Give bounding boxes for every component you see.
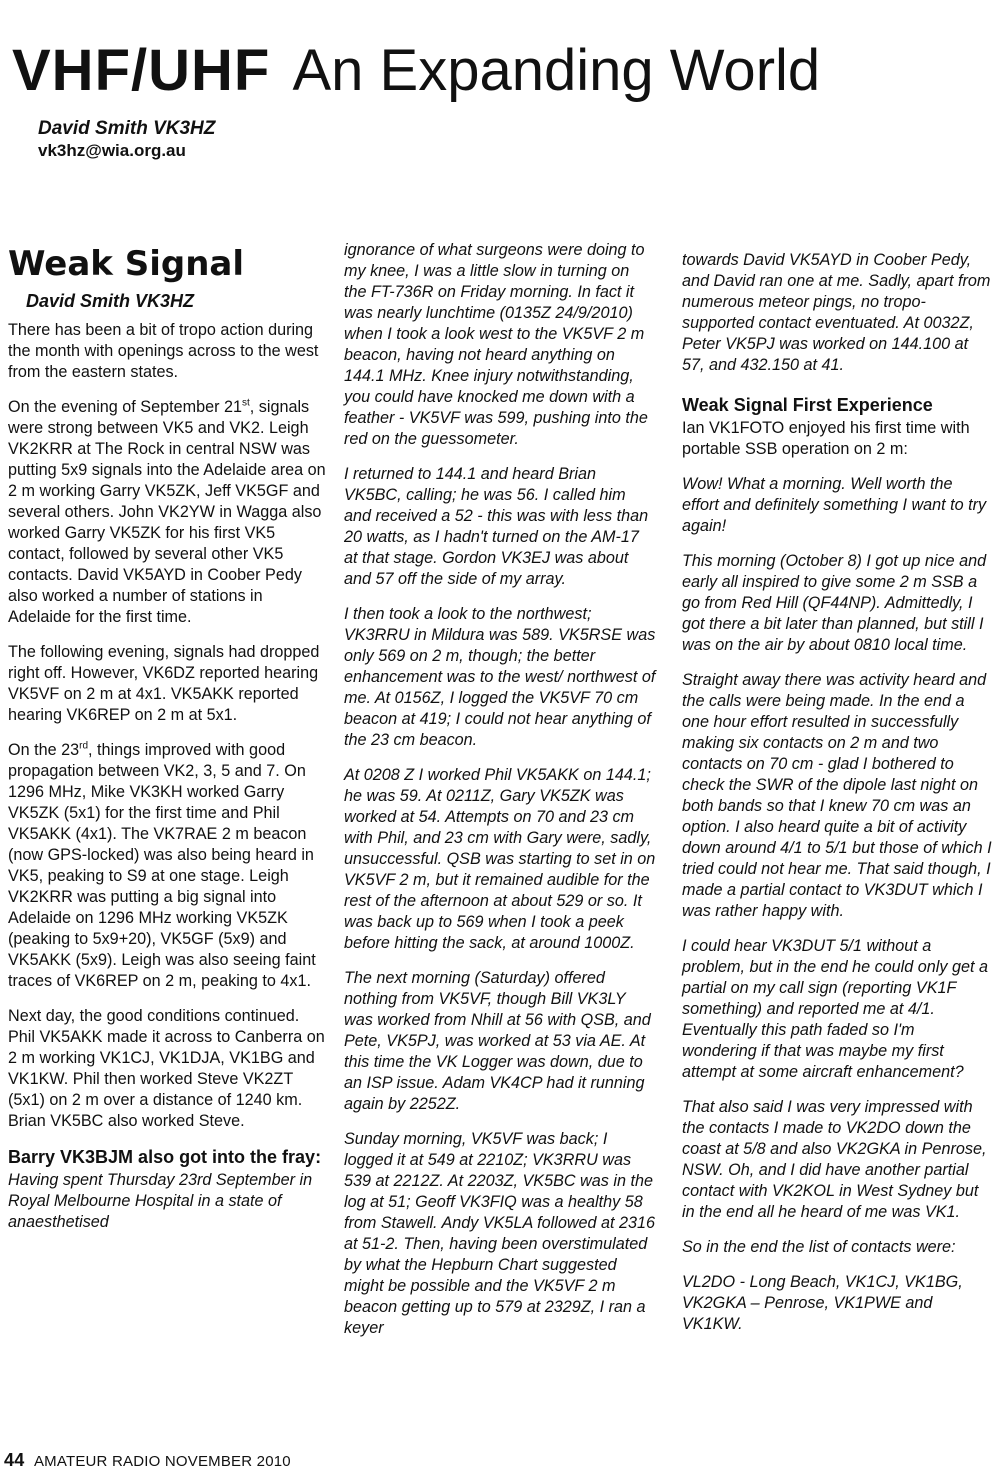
- paragraph-text: , signals were strong between VK5 and VK2. Leigh VK2KRR at The Rock in central NSW was putting 5x9 signals into the Adelaide area on 2 m working Garry VK5ZK, Jeff VK5GF and several others. John VK2YW in Wagga also worked Garry VK5ZK for his first VK5 contact, followed by several other VK5 contacts. David VK5AYD in Coober Pedy also worked a number of stations in Adelaide for the first time.: [8, 398, 326, 626]
- paragraph: There has been a bit of tropo action during the month with openings across to the west from the eastern states.: [8, 321, 319, 381]
- page-title: [12, 38, 820, 104]
- quoted-paragraph: That also said I was very impressed with the contacts I made to VK2DO down the coast at 5/8 and also VK2GKA in Penrose, NSW. Oh, and I did have another partial contact with VK2KOL in West Sydney but in the end all he heard of me was VK1.: [682, 1098, 987, 1221]
- quoted-paragraph: The next morning (Saturday) offered nothing from VK5VF, though Bill VK3LY was worked from Nhill at 56 with QSB, and Pete, VK5PJ, was worked at 53 via AE. At this time the VK Logger was down, due to an ISP issue. Adam VK4CP had it running again by 2252Z.: [344, 969, 651, 1113]
- column-2: [344, 240, 656, 1353]
- page-footer: [4, 1450, 291, 1472]
- quoted-paragraph: So in the end the list of contacts were:: [682, 1238, 956, 1256]
- quoted-paragraph: towards David VK5AYD in Coober Pedy, and David ran one at me. Sadly, apart from numerous meteor pings, no tropo-supported contact eventuated. At 0032Z, Peter VK5PJ was worked on 144.100 at 57, and 432.150 at 41.: [682, 251, 991, 374]
- quoted-paragraph: I returned to 144.1 and heard Brian VK5BC, calling; he was 56. I called him and received a 52 - this was with less than 20 watts, as I hadn't turned on the AM-17 at that stage. Gordon VK3EJ was about and 57 off the side of my array.: [344, 465, 649, 588]
- quoted-paragraph: ignorance of what surgeons were doing to my knee, I was a little slow in turning on the FT-736R on Friday morning. In fact it was nearly lunchtime (0135Z 24/9/2010) when I took a look west to the VK5VF 2 m beacon, having not heard anything on 144.1 MHz. Knee injury notwithstanding, you could have knocked me down with a feather - VK5VF was 599, pushing into the red on the guessometer.: [344, 241, 648, 448]
- quoted-paragraph: I could hear VK3DUT 5/1 without a problem, but in the end he could only get a partial on my call sign (reporting VK1F something) and reported me at 4/1. Eventually this path faded so I'm wondering if that was maybe my first attempt at some aircraft enhancement?: [682, 937, 988, 1081]
- subheading-first-experience: Weak Signal First Experience: [682, 395, 933, 415]
- quoted-paragraph: Sunday morning, VK5VF was back; I logged it at 549 at 2210Z; VK3RRU was 539 at 2212Z. At 2203Z, VK5BC was in the log at 51; Geoff VK3FIQ was a healthy 58 from Stawell. Andy VK5LA followed at 2316 at 51-2. Then, having been overstimulated by what the Hepburn Chart suggested might be possible and the VK5VF 2 m beacon getting up to 579 at 2329Z, I ran a keyer: [344, 1130, 656, 1337]
- author-name: David Smith VK3HZ: [38, 118, 216, 139]
- paragraph: The following evening, signals had dropped right off. However, VK6DZ reported hearing VK5VF on 2 m at 4x1. VK5AKK reported hearing VK6REP on 2 m at 5x1.: [8, 643, 320, 724]
- paragraph-text: On the 23: [8, 741, 80, 759]
- paragraph-text: , things improved with good propagation between VK2, 3, 5 and 7. On 1296 MHz, Mike VK3KH worked Garry VK5ZK (5x1) for the first time and Phil VK5AKK (4x1). The VK7RAE 2 m beacon (now GPS-locked) was also being heard in VK5, peaking to S9 at one stage. Leigh VK2KRR was putting a big signal into Adelaide on 1296 MHz working VK5ZK (peaking to 5x9+20), VK5GF (5x9) and VK5AKK (5x9). Leigh was also seeing faint traces of VK6REP on 2 m, peaking to 4x1.: [8, 741, 316, 990]
- column-1: [8, 240, 326, 1247]
- publication-name: AMATEUR RADIO NOVEMBER 2010: [33, 1453, 291, 1470]
- contact-list: VL2DO - Long Beach, VK1CJ, VK1BG, VK2GKA – Penrose, VK1PWE and VK1KW.: [682, 1273, 963, 1333]
- column-author-block: [38, 118, 215, 162]
- subheading-barry: Barry VK3BJM also got into the fray:: [8, 1147, 322, 1167]
- superscript: st: [241, 397, 250, 409]
- section-title: Weak Signal: [8, 244, 245, 284]
- paragraph: Ian VK1FOTO enjoyed his first time with portable SSB operation on 2 m:: [682, 419, 970, 458]
- superscript: rd: [79, 740, 89, 752]
- paragraph: [8, 397, 326, 628]
- paragraph: Next day, the good conditions continued. Phil VK5AKK made it across to Canberra on 2 m working VK1CJ, VK1DJA, VK1BG and VK1KW. Phil then worked Steve VK2ZT (5x1) on 2 m over a distance of 1240 km. Brian VK5BC also worked Steve.: [8, 1007, 325, 1130]
- quoted-paragraph: Wow! What a morning. Well worth the effort and definitely something I want to try again!: [682, 475, 987, 535]
- page-number: 44: [4, 1450, 25, 1470]
- quoted-paragraph: Straight away there was activity heard and the calls were being made. In the end a one hour effort resulted in successfully making six contacts on 2 m and two contacts on 70 cm - glad I bothered to check the SWR of the dipole last night on both bands so that I knew 70 cm was an option. I also heard quite a bit of activity down around 4/1 to 5/1 but those of which I tried could not hear me. That said though, I made a partial contact to VK3DUT which I was rather happy with.: [682, 671, 992, 920]
- author-email: vk3hz@wia.org.au: [38, 141, 186, 160]
- quoted-paragraph: Having spent Thursday 23rd September in Royal Melbourne Hospital in a state of anaesthetised: [8, 1171, 313, 1231]
- quoted-paragraph: I then took a look to the northwest; VK3RRU in Mildura was 589. VK5RSE was only 569 on 2 m, though; the better enhancement was to the west/ northwest of me. At 0156Z, I logged the VK5VF 70 cm beacon at 419; I could not hear anything of the 23 cm beacon.: [344, 605, 656, 749]
- paragraph: [8, 740, 326, 992]
- section-author: David Smith VK3HZ: [26, 291, 195, 311]
- title-band: VHF/UHF: [12, 38, 271, 103]
- quoted-paragraph: This morning (October 8) I got up nice and early all inspired to give some 2 m SSB a go from Red Hill (QF44NP). Admittedly, I got there a bit later than planned, but still I was on the air by about 0810 local time.: [682, 552, 987, 654]
- paragraph-text: On the evening of September 21: [8, 398, 242, 416]
- column-3: [682, 250, 992, 1349]
- title-subtitle: An Expanding World: [292, 38, 821, 103]
- quoted-paragraph: At 0208 Z I worked Phil VK5AKK on 144.1; he was 59. At 0211Z, Gary VK5ZK was worked at 54. Attempts on 70 and 23 cm with Phil, and 23 cm with Gary were, sadly, unsuccessful. QSB was starting to set in on VK5VF 2 m, but it remained audible for the rest of the afternoon at about 529 or so. It was back up to 569 when I took a peek before hitting the sack, at around 1000Z.: [344, 766, 656, 952]
